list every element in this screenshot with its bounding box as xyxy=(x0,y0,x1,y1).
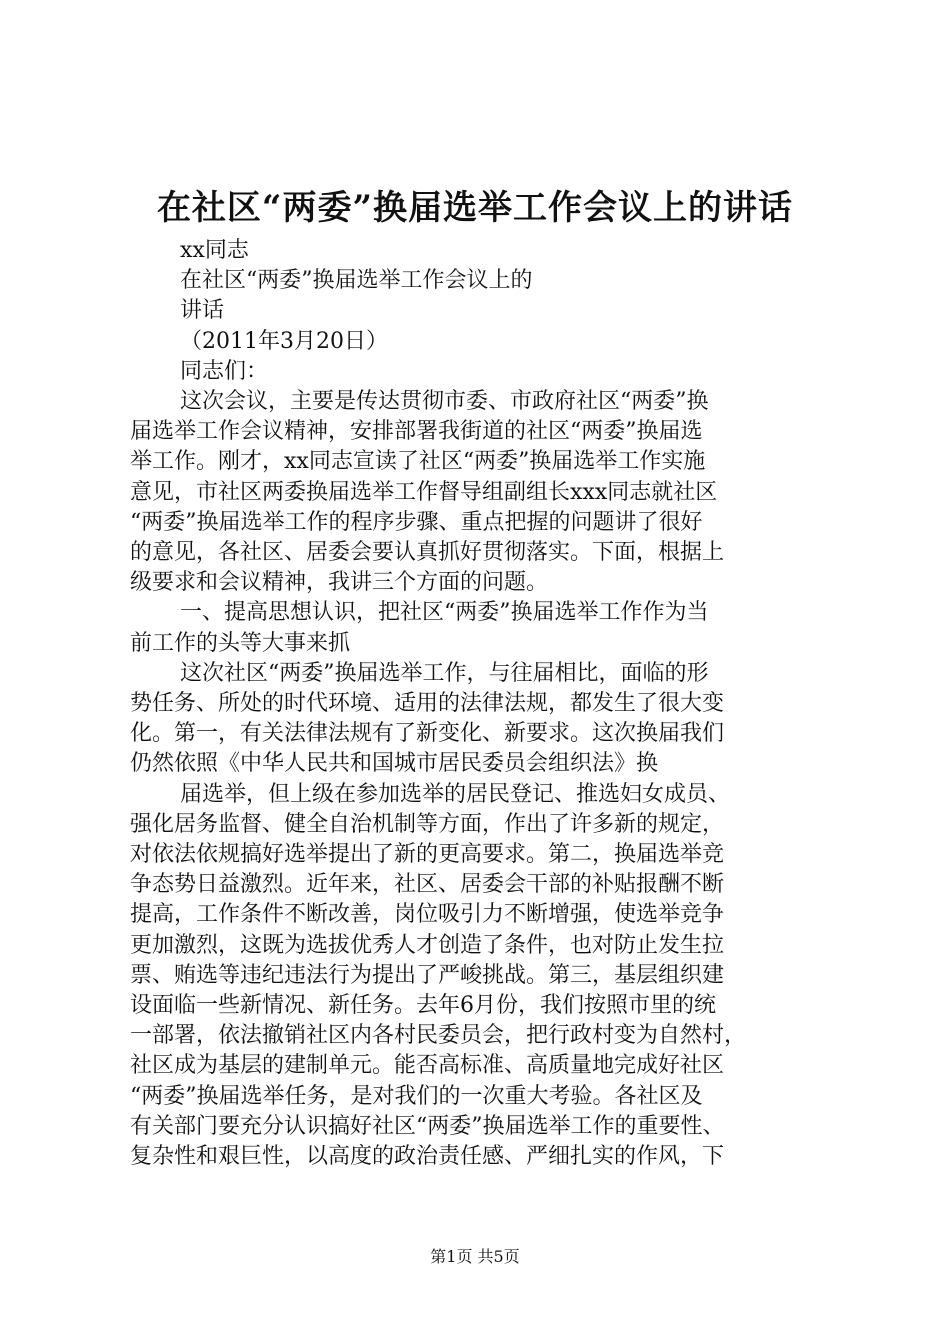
text-line: 有关部门要充分认识搞好社区“两委”换届选举工作的重要性、 xyxy=(130,1113,725,1139)
document-title: 在社区“两委”换届选举工作会议上的讲话 xyxy=(156,188,794,228)
text-line: “两委”换届选举任务，是对我们的一次重大考验。各社区及 xyxy=(130,1083,703,1109)
text-line: 化。第一，有关法律法规有了新变化、新要求。这次换届我们 xyxy=(130,721,725,747)
text-line: 复杂性和艰巨性，以高度的政治责任感、严细扎实的作风，下 xyxy=(130,1144,725,1170)
text-line: 争态势日益激烈。近年来，社区、居委会干部的补贴报酬不断 xyxy=(130,872,725,898)
text-line: 票、贿选等违纪违法行为提出了严峻挑战。第三，基层组织建 xyxy=(130,962,725,988)
text-line: 在社区“两委”换届选举工作会议上的 xyxy=(180,268,533,294)
text-line: 届选举，但上级在参加选举的居民登记、推选妇女成员、 xyxy=(180,781,731,807)
text-line: 提高，工作条件不断改善，岗位吸引力不断增强，使选举竞争 xyxy=(130,902,725,928)
document-body xyxy=(130,236,830,1172)
text-line: 这次会议，主要是传达贯彻市委、市政府社区“两委”换 xyxy=(180,389,709,415)
text-line: xx同志 xyxy=(180,238,249,263)
text-line: 意见，市社区两委换届选举工作督导组副组长xxx同志就社区 xyxy=(130,479,718,505)
text-line: 社区成为基层的建制单元。能否高标准、高质量地完成好社区 xyxy=(130,1053,725,1079)
text-line: 级要求和会议精神，我讲三个方面的问题。 xyxy=(130,570,549,596)
text-line: 一部署，依法撤销社区内各村民委员会，把行政村变为自然村， xyxy=(130,1023,747,1049)
text-line: 对依法依规搞好选举提出了新的更高要求。第二，换届选举竞 xyxy=(130,842,725,868)
text-line: 届选举工作会议精神，安排部署我街道的社区“两委”换届选 xyxy=(130,419,703,445)
text-line: 的意见，各社区、居委会要认真抓好贯彻落实。下面，根据上 xyxy=(130,540,725,566)
text-line: 讲话 xyxy=(180,298,225,324)
page-footer: 第1页 共5页 xyxy=(430,1247,520,1266)
text-line: （2011年3月20日） xyxy=(180,328,388,354)
text-line: 举工作。刚才，xx同志宣读了社区“两委”换届选举工作实施 xyxy=(130,449,706,475)
text-line: 这次社区“两委”换届选举工作，与往届相比，面临的形 xyxy=(180,660,709,686)
text-line: 设面临一些新情况、新任务。去年6月份，我们按照市里的统 xyxy=(130,993,716,1019)
text-line: 前工作的头等大事来抓 xyxy=(130,630,351,656)
text-line: “两委”换届选举工作的程序步骤、重点把握的问题讲了很好 xyxy=(130,509,703,535)
text-line: 强化居务监督、健全自治机制等方面，作出了许多新的规定， xyxy=(130,811,725,837)
text-line: 一、提高思想认识，把社区“两委”换届选举工作作为当 xyxy=(180,600,709,626)
text-line: 势任务、所处的时代环境、适用的法律法规，都发生了很大变 xyxy=(130,691,725,717)
text-line: 同志们： xyxy=(180,358,269,384)
text-line: 更加激烈，这既为选拔优秀人才创造了条件，也对防止发生拉 xyxy=(130,932,725,958)
text-line: 仍然依照《中华人民共和国城市居民委员会组织法》换 xyxy=(130,751,659,777)
